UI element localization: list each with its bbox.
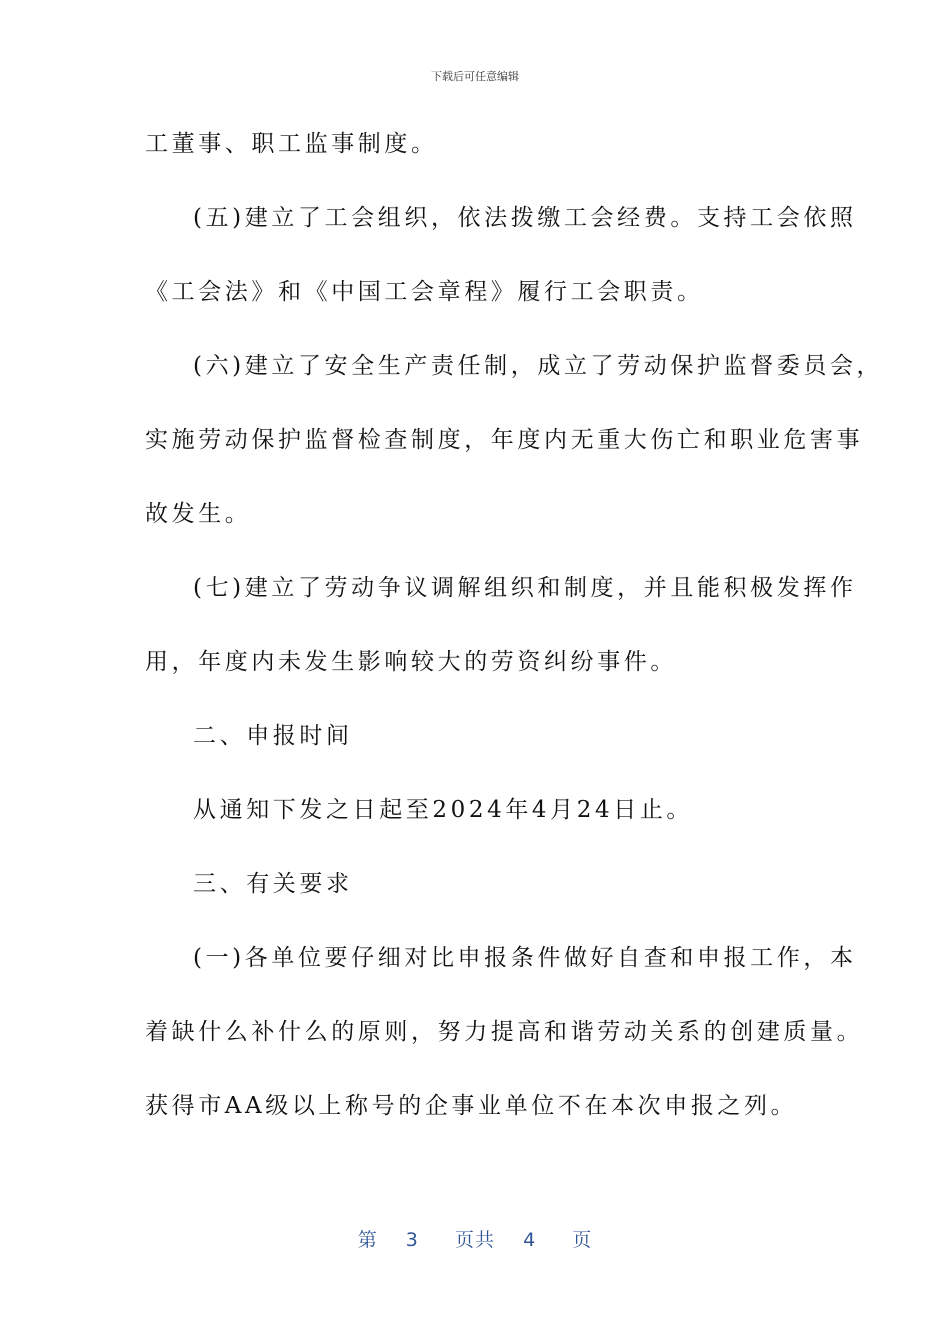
page-header-note: 下载后可任意编辑 — [431, 70, 519, 83]
footer-suffix: 页 — [572, 1229, 593, 1251]
paragraph-line: 获得市AA级以上称号的企事业单位不在本次申报之列。 — [145, 1093, 798, 1119]
footer-current-page: 3 — [405, 1229, 419, 1251]
paragraph-line: (五)建立了工会组织，依法拨缴工会经费。支持工会依照 — [193, 205, 857, 231]
section-heading: 三、有关要求 — [193, 871, 353, 897]
paragraph-line: 从通知下发之日起至2024年4月24日止。 — [193, 797, 694, 823]
paragraph-line: (一)各单位要仔细对比申报条件做好自查和申报工作，本 — [193, 945, 857, 971]
paragraph-line: (七)建立了劳动争议调解组织和制度，并且能积极发挥作 — [193, 575, 857, 601]
footer-prefix: 第 — [357, 1229, 378, 1251]
paragraph-line: 实施劳动保护监督检查制度，年度内无重大伤亡和职业危害事 — [145, 427, 864, 453]
paragraph-line: 着缺什么补什么的原则，努力提高和谐劳动关系的创建质量。 — [145, 1019, 864, 1045]
paragraph-line: 《工会法》和《中国工会章程》履行工会职责。 — [145, 279, 704, 305]
paragraph-line: 用，年度内未发生影响较大的劳资纠纷事件。 — [145, 649, 677, 675]
footer-total-pages: 4 — [523, 1229, 537, 1251]
paragraph-line: 工董事、职工监事制度。 — [145, 131, 438, 157]
document-body — [145, 126, 884, 1162]
section-heading: 二、申报时间 — [193, 723, 353, 749]
page-number-footer — [0, 1225, 950, 1252]
footer-middle: 页共 — [454, 1229, 495, 1251]
paragraph-line: (六)建立了安全生产责任制，成立了劳动保护监督委员会， — [193, 353, 884, 379]
paragraph-line: 故发生。 — [145, 501, 252, 527]
